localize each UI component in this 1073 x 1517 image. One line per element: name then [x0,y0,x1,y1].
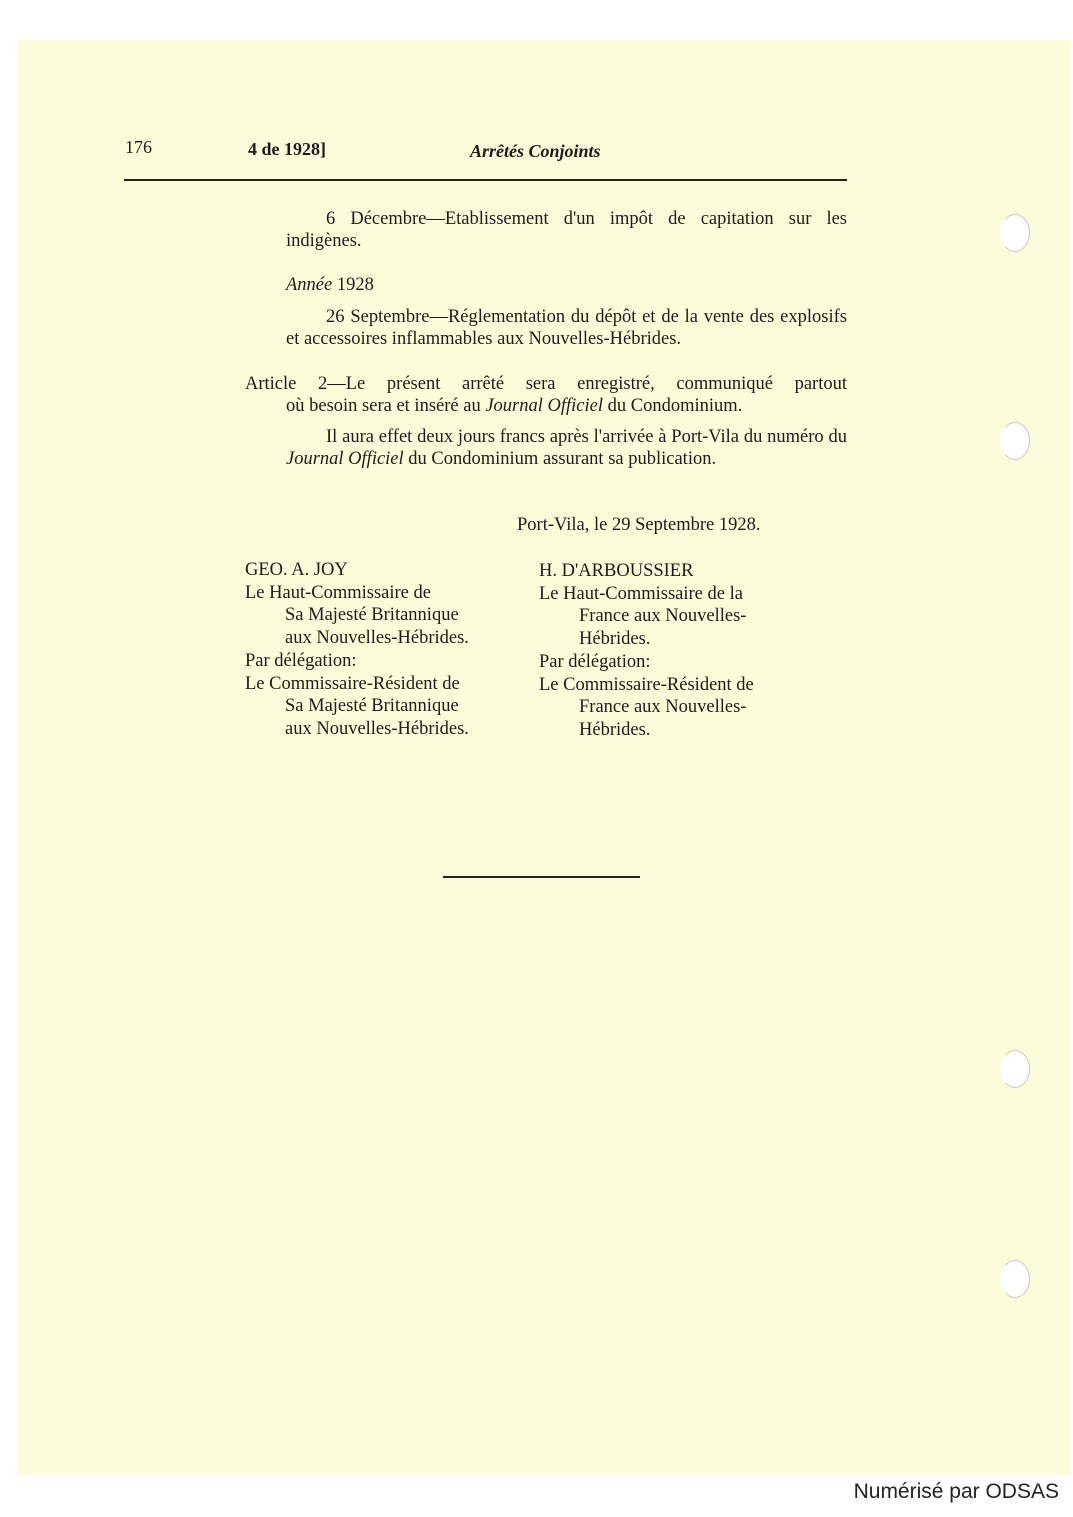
punch-hole [1000,1260,1030,1298]
journal-officiel-ref: Journal Officiel [485,396,603,416]
running-title: Arrêtés Conjoints [470,141,601,161]
year-label-number: 1928 [336,275,374,295]
place-and-date: Port-Vila, le 29 Septembre 1928. [517,515,761,535]
signature-left: GEO. A. JOY Le Haut-Commissaire de Sa Majesté Britannique aux Nouvelles-Hébrides. Par délégation: Le Commissaire-Résident de Sa Majesté Britannique aux Nouvelles-Hébrides. [245,560,469,739]
page-number: 176 [125,137,152,157]
signatory-title: Le Haut-Commissaire de [245,582,431,603]
entry-decembre: 6 Décembre—Etablissement d'un impôt de capitation sur les indigènes. [286,209,847,251]
delegate-title: Le Commissaire-Résident de [539,674,754,695]
signature-right: H. D'ARBOUSSIER Le Haut-Commissaire de la France aux Nouvelles- Hébrides. Par délégation: Le Commissaire-Résident de France aux Nouvelles- Hébrides. [539,561,754,740]
end-rule [443,876,640,878]
article-2 [245,373,847,417]
scanned-page [18,40,1070,1475]
signatory-name: GEO. A. JOY [245,560,348,580]
signatory-title: Le Haut-Commissaire de la [539,583,743,604]
year-label [286,274,374,296]
article-2-line-1: Article 2—Le présent arrêté sera enregistré, communiqué partout [245,374,847,394]
digitization-credit: Numérisé par ODSAS [853,1480,1059,1503]
journal-officiel-ref: Journal Officiel [286,449,404,469]
header-rule [124,179,847,181]
delegation-label: Par délégation: [539,651,651,672]
punch-hole [1000,1050,1030,1088]
delegate-title: Le Commissaire-Résident de [245,673,460,694]
article-2-line-2: où besoin sera et inséré au Journal Officiel du Condominium. [286,396,743,416]
year-label-word: Année [286,275,333,295]
effect-paragraph: Il aura effet deux jours francs après l'arrivée à Port-Vila du numéro du Journal Officiel du Condominium assurant sa publication. [286,427,847,469]
punch-hole [1000,214,1030,252]
delegation-label: Par délégation: [245,650,357,671]
punch-hole [1000,422,1030,460]
signatory-name: H. D'ARBOUSSIER [539,561,694,581]
section-reference: 4 de 1928] [248,139,326,159]
entry-septembre: 26 Septembre—Réglementation du dépôt et de la vente des explosifs et accessoires inflammables aux Nouvelles-Hébrides. [286,307,847,349]
